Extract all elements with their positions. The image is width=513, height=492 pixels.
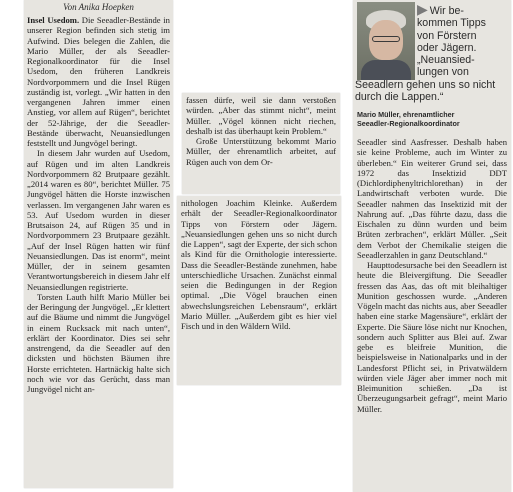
dateline: Insel Usedom.: [27, 15, 80, 25]
paragraph: Große Unterstützung bekommt Mario Müller, der ehrenamtlich arbeitet, auf Rügen auch von dem Or-: [186, 136, 336, 167]
portrait-glasses: [372, 36, 400, 42]
portrait-photo: [357, 2, 415, 80]
photo-caption: [357, 110, 507, 128]
quote-line: lungen von: [417, 66, 469, 79]
article-column-1: [24, 0, 173, 488]
paragraph: [27, 15, 170, 148]
caption-role: Seeadler-Regionalkoordinator: [357, 119, 460, 128]
pull-quote: [355, 1, 509, 104]
quote-line: Seeadlern gehen uns so nicht: [355, 78, 496, 91]
paragraph: nithologen Joachim Kleinke. Außerdem erhält der Seeadler-Regionalkoordinator Tipps von Förstern oder Jägern. „Neuansiedlungen gehen uns so nicht durch die Lappen“, sagt der Experte, der sich schon als Kind für die Ornithologie interessierte. Dass die Seeadler-Bestände zunehmen, habe unterschiedliche Ursachen. Zunächst einmal seien die Bedingungen in der Region optimal. „Die Vögel brauchen einen abwechslungsreichen Lebensraum“, erklärt Mario Müller. „Außerdem gibt es hier viel Fisch und in den Wäldern Wild.: [181, 198, 337, 331]
photo-quote-box: [353, 0, 511, 128]
article-column-3: [177, 196, 341, 385]
paragraph: Torsten Lauth hilft Mario Müller bei der Beringung der Jungvögel. „Er klettert auf die Bäume und nimmt die Jungvögel in einem Rucksack mit nach unten“, erklärt der Koordinator. Dies sei sehr anstrengend, da die Seeadler auf den dicksten und höchsten Bäumen ihre Horste errichteten. Hartnäckig halte sich noch wie vor das Gerücht, dass man Jungvögel nicht an-: [27, 291, 170, 394]
column-3-text: [181, 198, 337, 331]
paragraph-text: Die Seeadler-Bestände in unserer Region befinden sich stetig im Aufwind. Dies belegen die Zahlen, die Mario Müller, der als Seeadler-Regionalkoordinator für die Insel Usedom, den früheren Landkreis Nordvorpommern und die Insel Rügen zuständig ist, vorlegt. „Wir hatten in den vergangenen Jahren immer einen Anstieg, vor allem auf Rügen“, berichtet der 52-Jährige, der die Seeadler-Bestände überwacht, Neuansiedlungen feststellt und Jungvögel beringt.: [27, 15, 170, 148]
caption-name: Mario Müller, ehrenamtlicher: [357, 110, 455, 119]
quote-line: von Förstern: [417, 29, 477, 42]
paragraph: Seeadler sind Aasfresser. Deshalb haben sie keine Probleme, auch im Winter zu überleben.“ Ein weiterer Grund sei, dass 1972 das Insektizid DDT (Dichlordiphenyltrichlorethan) in der Landwirtschaft verboten wurde. Die Seeadler nahmen das Insektizid mit der Nahrung auf. „Das führte dazu, dass die Eischalen zu dünn wurden und beim Brüten zerbrachen“, erklärt Müller. „Seit dem Verbot der Chemikalie steigen die Seeadlerzahlen in ganz Deutschland.“: [357, 137, 507, 260]
article-column-4: [353, 0, 511, 492]
column-1-text: [27, 15, 170, 394]
quote-line: „Neuansied-: [417, 54, 475, 67]
portrait-shirt: [361, 60, 411, 80]
column-4-text: [353, 133, 511, 414]
author-byline: Von Anika Hoepken: [63, 2, 134, 12]
quote-line: durch die Lappen.“: [355, 91, 444, 104]
quote-line: oder Jägern.: [417, 41, 477, 54]
paragraph: fassen dürfe, weil sie dann verstoßen würden. „Aber das stimmt nicht“, meint Müller. „Vögel können nicht riechen, deshalb ist das überhaupt kein Problem.“: [186, 95, 336, 136]
paragraph: In diesem Jahr wurden auf Usedom, auf Rügen und im alten Landkreis Nordvorpommern 82 Brutpaare gezählt. „2014 waren es 80“, berichtet Müller. 75 Jungvögel hätten die Horste inzwischen verlassen. Im vergangenen Jahr waren es 53. Auf Usedom wurden in dieser Brutsaison 24, auf Rügen 35 und in Nordvorpommern 23 Brutpaare gezählt. „Auf der Insel Rügen hatten wir fünf Neuansiedlungen. Das ist enorm“, meint Müller, der in seinem gesamten Verantwortungsbereich in diesem Jahr elf Neuansiedlungen registrierte.: [27, 148, 170, 292]
column-2-text: [186, 95, 336, 167]
quote-line: kommen Tipps: [417, 17, 486, 30]
quote-line: Wir be-: [429, 5, 464, 17]
article-column-2: [182, 93, 340, 194]
paragraph: Haupttodesursache bei den Seeadlern ist heute die Bleivergiftung. Die Seeadler fressen das Aas, das oft mit bleihaltiger Munition geschossen wurde. „Anderen Vögeln macht das nichts aus, aber Seeadler haben eine starke Magensäure“, erklärt der Experte. Die Säure löse nicht nur Knochen, sondern auch Splitter aus Blei auf. Zwar gebe es bleifreie Munition, die beispielsweise in Nationalparks und in der Landesforst Pflicht sei, in Privatwäldern würden viele Jäger aber immer noch mit Bleimunition schießen. „Da ist Überzeugungsarbeit gefragt“, meint Mario Müller.: [357, 260, 507, 414]
quote-icon: ▶: [417, 1, 428, 17]
